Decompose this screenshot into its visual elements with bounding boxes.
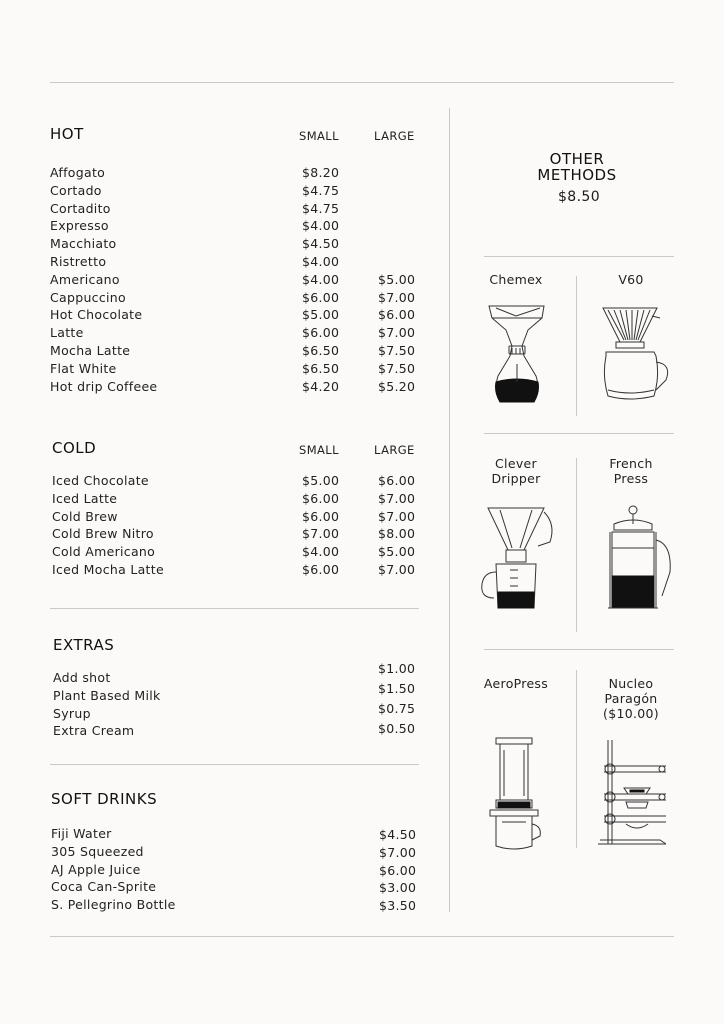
bottom-divider bbox=[50, 936, 674, 937]
extras-title: EXTRAS bbox=[53, 636, 115, 654]
item-name: Cortado bbox=[50, 182, 102, 198]
french-press-icon bbox=[602, 504, 674, 612]
drink-name: Fiji Water bbox=[51, 826, 112, 841]
item-name: Cold Americano bbox=[52, 544, 156, 560]
hot-small-header: SMALL bbox=[299, 129, 339, 143]
other-methods-price: $8.50 bbox=[557, 189, 601, 205]
item-name: Ristretto bbox=[50, 253, 107, 269]
method-name: Dripper bbox=[491, 471, 541, 486]
drink-name: Coca Can-Sprite bbox=[51, 879, 157, 895]
large-price: $8.00 bbox=[378, 526, 416, 542]
methods-vdivider-2 bbox=[576, 458, 577, 632]
menu-item bbox=[50, 200, 420, 218]
other-methods-title bbox=[500, 151, 654, 183]
item-name: Flat White bbox=[50, 360, 117, 376]
small-price: $4.00 bbox=[302, 253, 340, 269]
item-name: Hot Chocolate bbox=[50, 307, 143, 323]
large-price: $7.00 bbox=[378, 561, 416, 577]
small-price: $4.75 bbox=[302, 182, 340, 198]
menu-item bbox=[50, 182, 420, 200]
drink-name: AJ Apple Juice bbox=[51, 861, 141, 877]
item-name: Iced Chocolate bbox=[52, 473, 149, 488]
extra-name: Plant Based Milk bbox=[53, 687, 161, 703]
small-price: $6.00 bbox=[302, 289, 340, 305]
small-price: $6.00 bbox=[302, 490, 340, 506]
methods-divider-1 bbox=[484, 256, 674, 257]
cold-items bbox=[52, 472, 422, 579]
item-name: Iced Mocha Latte bbox=[52, 561, 164, 577]
chemex-icon bbox=[488, 304, 546, 404]
small-price: $6.00 bbox=[302, 325, 340, 341]
menu-item bbox=[50, 217, 420, 235]
extras-prices bbox=[378, 660, 415, 740]
small-price: $4.20 bbox=[302, 378, 340, 394]
extra-price: $1.00 bbox=[378, 661, 416, 676]
large-price: $6.00 bbox=[378, 473, 416, 488]
method-name: Paragón bbox=[604, 691, 658, 706]
title-line: OTHER bbox=[549, 150, 605, 168]
item-name: Americano bbox=[50, 271, 120, 287]
clever-dripper-icon bbox=[478, 506, 554, 610]
aeropress-icon bbox=[486, 736, 542, 852]
drink-name: S. Pellegrino Bottle bbox=[51, 897, 176, 913]
cold-large-header: LARGE bbox=[374, 443, 415, 457]
methods-vdivider-3 bbox=[576, 670, 577, 848]
large-price: $7.50 bbox=[378, 360, 416, 376]
item-name: Cappuccino bbox=[50, 289, 126, 305]
soft-drinks-prices bbox=[379, 826, 416, 915]
soft-drinks-title: SOFT DRINKS bbox=[51, 790, 158, 808]
small-price: $5.00 bbox=[302, 473, 340, 488]
menu-item bbox=[50, 342, 420, 360]
method-name: Nucleo bbox=[608, 676, 654, 691]
nucleo-paragon-icon bbox=[596, 738, 668, 848]
drink-price: $3.50 bbox=[379, 898, 417, 914]
drink-name: 305 Squeezed bbox=[51, 843, 144, 859]
extra-name: Add shot bbox=[53, 670, 111, 685]
large-price: $5.00 bbox=[378, 271, 416, 287]
small-price: $6.50 bbox=[302, 360, 340, 376]
method-name: Chemex bbox=[489, 272, 543, 287]
menu-item bbox=[50, 164, 420, 182]
method-name: AeroPress bbox=[483, 676, 549, 691]
small-price: $6.00 bbox=[302, 561, 340, 577]
small-price: $4.00 bbox=[302, 544, 340, 560]
small-price: $4.50 bbox=[302, 236, 340, 252]
extra-name: Extra Cream bbox=[53, 723, 135, 739]
method-name: French bbox=[609, 456, 653, 471]
column-divider bbox=[449, 108, 450, 912]
v60-label bbox=[594, 272, 668, 287]
item-name: Affogato bbox=[50, 165, 106, 180]
small-price: $8.20 bbox=[302, 165, 340, 180]
menu-item bbox=[50, 235, 420, 253]
hot-items bbox=[50, 164, 420, 395]
item-name: Hot drip Coffeee bbox=[50, 378, 158, 394]
method-name: ($10.00) bbox=[603, 706, 659, 721]
method-name: V60 bbox=[618, 272, 644, 287]
french-label bbox=[594, 456, 668, 486]
hot-large-header: LARGE bbox=[374, 129, 415, 143]
large-price: $7.00 bbox=[378, 289, 416, 305]
menu-item bbox=[50, 253, 420, 271]
menu-item bbox=[52, 508, 422, 526]
extra-price: $0.50 bbox=[378, 721, 416, 736]
top-divider bbox=[50, 82, 674, 83]
cold-small-header: SMALL bbox=[299, 443, 339, 457]
soft-drinks-names bbox=[51, 825, 176, 914]
drink-price: $7.00 bbox=[379, 844, 417, 860]
extras-names bbox=[53, 669, 161, 740]
item-name: Mocha Latte bbox=[50, 342, 131, 358]
menu-item bbox=[50, 271, 420, 289]
item-name: Latte bbox=[50, 325, 84, 341]
small-price: $4.75 bbox=[302, 200, 340, 216]
large-price: $7.00 bbox=[378, 490, 416, 506]
small-price: $6.50 bbox=[302, 342, 340, 358]
menu-item bbox=[50, 324, 420, 342]
menu-item bbox=[52, 561, 422, 579]
aeropress-label bbox=[476, 676, 556, 691]
title-line: METHODS bbox=[537, 166, 617, 184]
cold-title: COLD bbox=[52, 439, 97, 457]
cold-extras-divider bbox=[50, 608, 419, 609]
extras-soft-divider bbox=[50, 764, 419, 765]
methods-divider-3 bbox=[484, 649, 674, 650]
menu-item bbox=[50, 360, 420, 378]
large-price: $7.50 bbox=[378, 342, 416, 358]
drink-price: $4.50 bbox=[379, 827, 417, 842]
extra-price: $0.75 bbox=[378, 701, 416, 716]
methods-vdivider-1 bbox=[576, 276, 577, 416]
drink-price: $3.00 bbox=[379, 880, 417, 896]
large-price: $6.00 bbox=[378, 307, 416, 323]
menu-item bbox=[52, 472, 422, 490]
item-name: Macchiato bbox=[50, 236, 117, 252]
method-name: Clever bbox=[495, 456, 537, 471]
menu-item bbox=[52, 490, 422, 508]
item-name: Iced Latte bbox=[52, 490, 118, 506]
item-name: Expresso bbox=[50, 218, 109, 234]
large-price: $7.00 bbox=[378, 325, 416, 341]
item-name: Cold Brew bbox=[52, 508, 118, 524]
v60-dripper-icon bbox=[600, 306, 672, 402]
item-name: Cortadito bbox=[50, 200, 111, 216]
chemex-label bbox=[478, 272, 554, 287]
drink-price: $6.00 bbox=[379, 862, 417, 878]
item-name: Cold Brew Nitro bbox=[52, 526, 154, 542]
extra-price: $1.50 bbox=[378, 681, 416, 696]
menu-item bbox=[50, 289, 420, 307]
large-price: $5.00 bbox=[378, 544, 416, 560]
large-price: $7.00 bbox=[378, 508, 416, 524]
extra-name: Syrup bbox=[53, 705, 91, 721]
small-price: $6.00 bbox=[302, 508, 340, 524]
nucleo-label bbox=[592, 676, 670, 721]
small-price: $7.00 bbox=[302, 526, 340, 542]
menu-item bbox=[50, 378, 420, 396]
method-name: Press bbox=[613, 471, 649, 486]
menu-item bbox=[52, 543, 422, 561]
large-price: $5.20 bbox=[378, 378, 416, 394]
menu-item bbox=[52, 525, 422, 543]
small-price: $4.00 bbox=[302, 218, 340, 234]
small-price: $5.00 bbox=[302, 307, 340, 323]
menu-item bbox=[50, 306, 420, 324]
hot-title: HOT bbox=[50, 125, 84, 143]
clever-label bbox=[478, 456, 554, 486]
small-price: $4.00 bbox=[302, 271, 340, 287]
methods-divider-2 bbox=[484, 433, 674, 434]
